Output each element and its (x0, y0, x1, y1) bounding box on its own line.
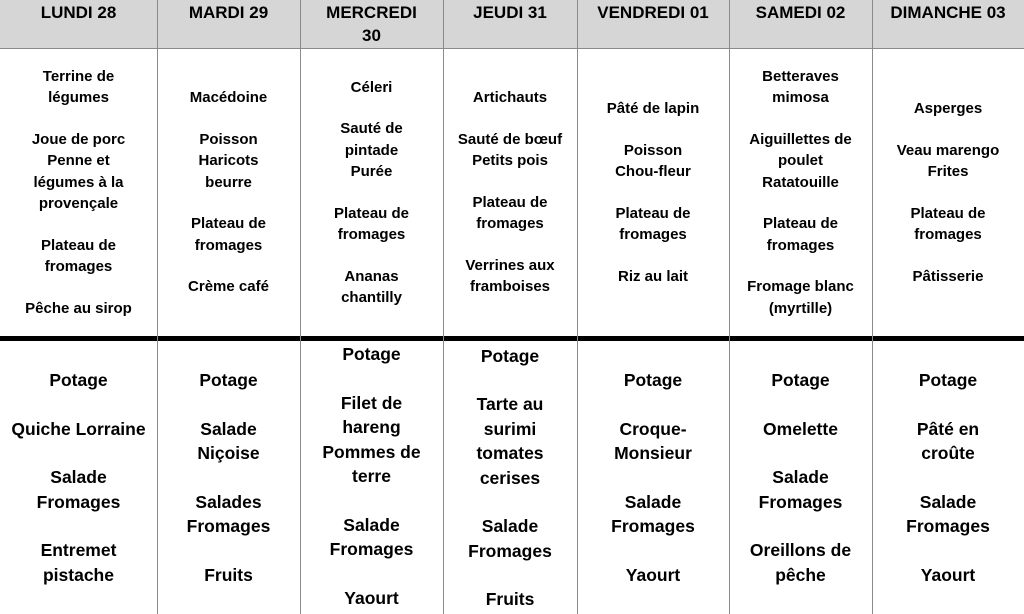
menu-item: Asperges (913, 100, 983, 117)
menu-item: Salades Fromages (186, 491, 271, 536)
lunch-cell (300, 49, 443, 336)
menu-item: Poisson Chou-fleur (615, 141, 691, 180)
menu-item: Potage (49, 370, 108, 390)
menu-item: Plateau de fromages (40, 236, 117, 276)
menu-item: Sauté de bœuf Petits pois (457, 130, 563, 170)
day-header: MARDI 29 (188, 3, 269, 22)
dinner-cell (0, 341, 157, 614)
column-divider (872, 0, 873, 614)
menu-item: Crème café (188, 278, 269, 296)
dinner-cell (300, 332, 443, 608)
dinner-cell (443, 341, 577, 614)
menu-item: Plateau de fromages (190, 215, 267, 254)
menu-item: Ananas chantilly (341, 267, 402, 306)
menu-item: Yaourt (920, 564, 976, 585)
day-header: SAMEDI 02 (755, 3, 846, 22)
menu-item: Quiche Lorraine (11, 418, 146, 439)
menu-item: Entremet pistache (40, 540, 117, 585)
menu-item: Potage (199, 370, 258, 390)
menu-item: Salade Niçoise (197, 418, 260, 463)
menu-item: Potage (342, 344, 401, 364)
day-header: JEUDI 31 (473, 3, 547, 22)
menu-item: Potage (623, 370, 683, 390)
menu-item: Salade Fromages (906, 491, 990, 536)
menu-item: Plateau de fromages (333, 204, 410, 243)
menu-item: Fruits (204, 564, 253, 585)
menu-item: Salade Fromages (36, 467, 121, 512)
column-divider (577, 0, 578, 614)
menu-item: Pâté en croûte (916, 418, 980, 463)
menu-item: Plateau de fromages (615, 204, 691, 243)
menu-item: Plateau de fromages (910, 204, 986, 243)
lunch-cell (872, 49, 1024, 336)
menu-item: Joue de porc Penne et légumes à la provençale (31, 130, 126, 213)
menu-item: Potage (918, 370, 978, 390)
menu-item: Yaourt (625, 564, 681, 585)
menu-item: Croque- Monsieur (614, 418, 692, 463)
lunch-cell (729, 49, 872, 336)
lunch-cell (0, 49, 157, 336)
menu-item: Salade Fromages (329, 514, 414, 559)
menu-item: Yaourt (344, 587, 399, 608)
lunch-cell (577, 49, 729, 336)
lunch-cell (157, 49, 300, 336)
dinner-cell (872, 341, 1024, 614)
menu-item: Oreillons de pêche (749, 540, 852, 585)
dinner-cell (157, 341, 300, 614)
lunch-cell (443, 49, 577, 336)
menu-item: Salade Fromages (611, 491, 695, 536)
menu-item: Terrine de légumes (42, 67, 115, 107)
menu-item: Filet de hareng Pommes de terre (322, 392, 421, 486)
column-divider (300, 0, 301, 614)
dinner-cell (577, 341, 729, 614)
menu-item: Pêche au sirop (25, 299, 132, 317)
column-divider (729, 0, 730, 614)
menu-item: Sauté de pintade Purée (340, 120, 403, 180)
menu-item: Salade Fromages (758, 467, 843, 512)
menu-item: Pâté de lapin (606, 100, 700, 117)
menu-item: Plateau de fromages (762, 215, 839, 254)
menu-item: Poisson Haricots beurre (198, 130, 259, 191)
menu-item: Pâtisserie (912, 267, 984, 285)
menu-item: Verrines aux framboises (465, 256, 555, 296)
menu-item: Artichauts (472, 89, 548, 107)
menu-item: Aiguillettes de poulet Ratatouille (749, 130, 852, 191)
column-divider (443, 0, 444, 614)
day-header: VENDREDI 01 (597, 3, 709, 22)
menu-item: Salade Fromages (468, 516, 552, 561)
column-divider (157, 0, 158, 614)
menu-item: Fromage blanc (myrtille) (747, 278, 854, 317)
menu-item: Plateau de fromages (472, 193, 548, 233)
menu-item: Potage (771, 370, 830, 390)
menu-item: Omelette (763, 418, 838, 439)
day-header: DIMANCHE 03 (890, 3, 1006, 22)
menu-item: Fruits (485, 589, 535, 609)
menu-item: Betteraves mimosa (762, 67, 839, 107)
day-header: LUNDI 28 (40, 3, 117, 22)
menu-item: Tarte au surimi tomates cerises (476, 394, 544, 488)
dinner-cell (729, 341, 872, 614)
menu-item: Céleri (350, 78, 393, 96)
day-header: MERCREDI 30 (326, 3, 417, 45)
menu-item: Riz au lait (617, 267, 688, 285)
menu-item: Potage (480, 345, 540, 366)
menu-item: Veau marengo Frites (896, 141, 1000, 180)
menu-item: Macédoine (189, 89, 268, 107)
